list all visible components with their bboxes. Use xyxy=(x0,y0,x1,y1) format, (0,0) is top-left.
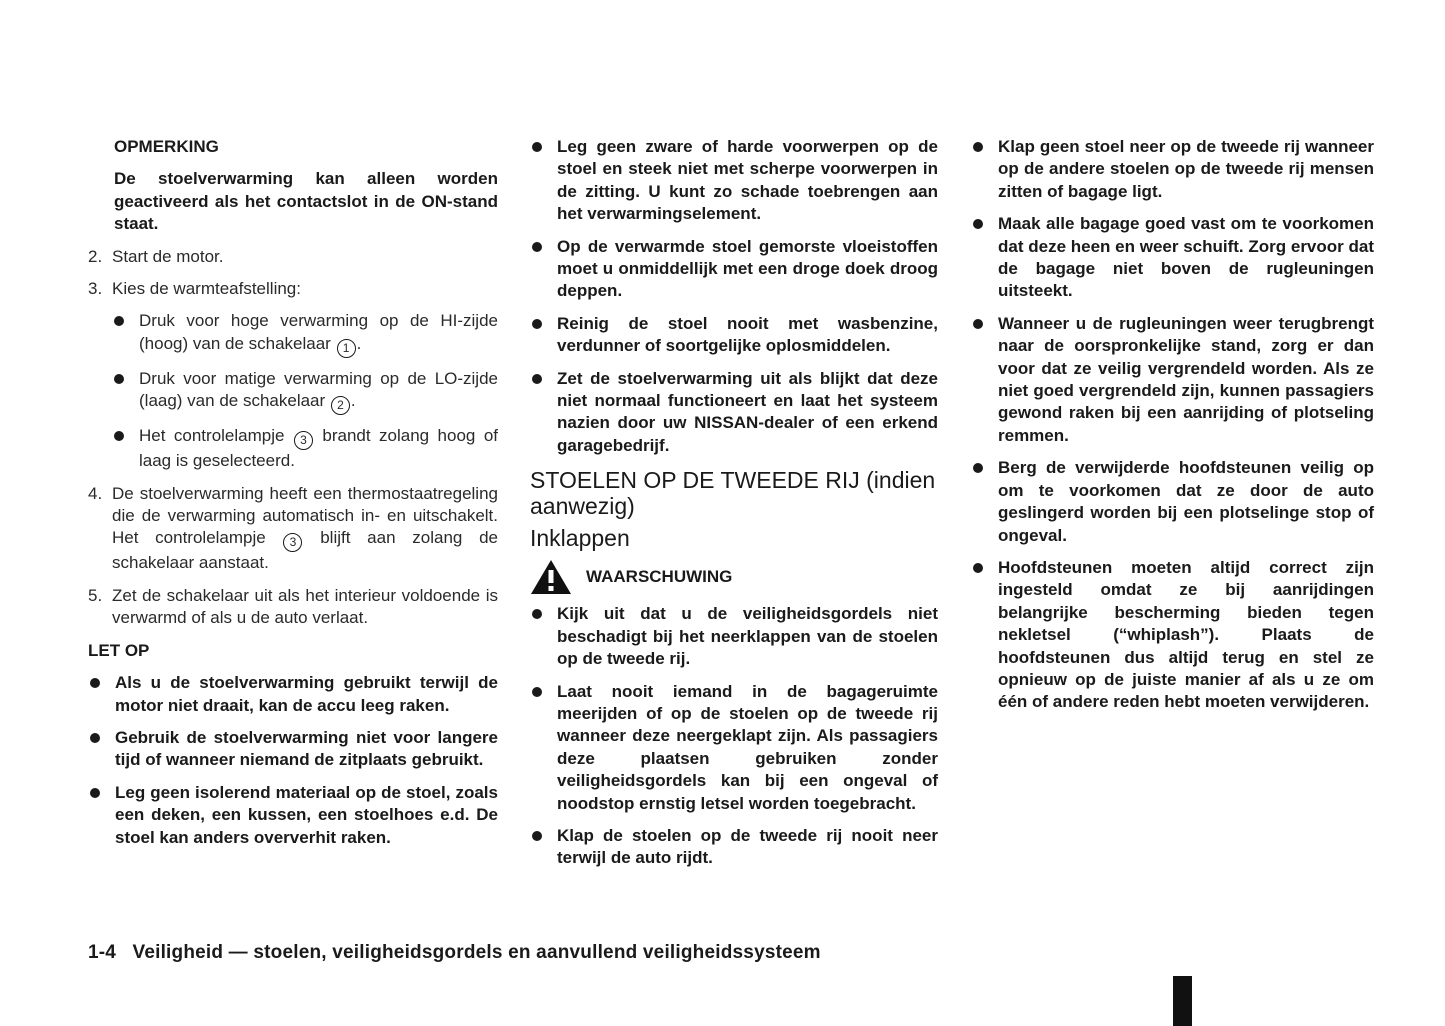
circled-number-icon: 1 xyxy=(337,339,356,358)
caution-text: Zet de stoelverwarming uit als blijkt dat deze niet normaal functioneert en laat het systeem nazien door uw NISSAN-dealer of een erkend garagebedrijf. xyxy=(557,368,938,455)
warning-text: Berg de verwijderde hoofdsteunen veilig op om te voorkomen dat ze door de auto geslingerd worden bij een plotselinge stop of ongeval. xyxy=(998,458,1374,545)
bullet-icon xyxy=(973,563,983,573)
caution-text: Reinig de stoel nooit met wasbenzine, verdunner of soortgelijke oplosmiddelen. xyxy=(557,313,938,356)
left-column xyxy=(88,136,498,859)
bullet-icon xyxy=(114,374,124,384)
bullet-icon xyxy=(532,374,542,384)
warning-text: Kijk uit dat u de veiligheidsgordels niet beschadigt bij het neerklappen van de stoelen op de tweede rij. xyxy=(557,604,938,669)
middle-column xyxy=(530,136,938,880)
caution-title: LET OP xyxy=(88,640,150,660)
bullet-icon xyxy=(973,463,983,473)
step-text: Start de motor. xyxy=(112,246,224,266)
step-number: 5. xyxy=(88,585,103,605)
subsection-title: Inklappen xyxy=(530,525,630,552)
circled-number-icon: 3 xyxy=(283,533,302,552)
step-number: 2. xyxy=(88,246,103,266)
warning-item xyxy=(530,825,938,870)
circled-number-icon: 3 xyxy=(294,431,313,450)
warning-item xyxy=(971,136,1374,203)
bullet-icon xyxy=(532,319,542,329)
caution-item xyxy=(530,236,938,303)
note-text: De stoelverwarming kan alleen worden geactiveerd als het contactslot in de ON-stand staat. xyxy=(114,169,498,234)
warning-triangle-icon xyxy=(530,559,572,595)
caution-text: Leg geen isolerend materiaal op de stoel, zoals een deken, een kussen, een stoelhoes e.d. De stoel kan anders oververhit raken. xyxy=(115,782,498,847)
warning-text: Hoofdsteunen moeten altijd correct zijn ingesteld omdat ze bij aanrijdingen belangrijke bescherming bieden tegen nekletsel (“whiplash”). Plaats de hoofdsteunen dus altijd terug en stel ze opnieuw op de juiste manier af als u ze om één of andere reden hebt moeten verwijderen. xyxy=(998,557,1374,712)
warning-text: Maak alle bagage goed vast om te voorkomen dat deze heen en weer schuift. Zorg ervoor dat de bagage niet boven de rugleuningen uitsteekt. xyxy=(998,214,1374,301)
chapter-tab-marker xyxy=(1173,976,1192,1026)
bullet-icon xyxy=(90,678,100,688)
step-number: 4. xyxy=(88,483,103,503)
step-3-bullet-lo xyxy=(112,368,498,415)
warning-text: Wanneer u de rugleuningen weer terugbrengt naar de oorspronkelijke stand, zorg er dan voor dat ze veilig vergrendeld worden. Als ze niet goed vergrendeld zijn, kunnen passagiers gewond raken bij een aanrijding of plotseling remmen. xyxy=(998,313,1374,445)
warning-item xyxy=(971,457,1374,547)
bullet-icon xyxy=(532,242,542,252)
step-text: Kies de warmteafstelling: xyxy=(112,279,301,299)
caution-text: Op de verwarmde stoel gemorste vloeistoffen moet u onmiddellijk met een droge doek droog deppen. xyxy=(557,236,938,301)
bullet-icon xyxy=(532,687,542,697)
warning-header xyxy=(530,559,938,595)
caution-text: Leg geen zware of harde voorwerpen op de stoel en steek niet met scherpe voorwerpen in de zitting. U kunt zo schade toebrengen aan het verwarmingselement. xyxy=(557,137,938,224)
right-column xyxy=(971,136,1374,724)
step-3-bullet-hi xyxy=(112,310,498,357)
bullet-text-end: brandt zolang hoog of laag is geselecteerd. xyxy=(139,426,498,471)
step-5 xyxy=(88,585,498,630)
warning-item xyxy=(530,681,938,815)
warning-text: Klap geen stoel neer op de tweede rij wanneer op de andere stoelen op de tweede rij mensen zitten of bagage ligt. xyxy=(998,137,1374,201)
step-3-bullet-indicator xyxy=(112,425,498,472)
caution-text: Als u de stoelverwarming gebruikt terwijl de motor niet draait, kan de accu leeg raken. xyxy=(115,673,498,715)
warning-text: Laat nooit iemand in de bagageruimte meerijden of op de stoelen op de tweede rij wanneer deze neergeklapt zijn. Als passagiers deze plaatsen gebruiken zonder veiligheidsgordels kan bij een ongeval of noodstop ernstig letsel worden toegebracht. xyxy=(557,681,938,813)
step-2 xyxy=(88,246,498,268)
bullet-icon xyxy=(973,319,983,329)
step-text: Zet de schakelaar uit als het interieur voldoende is verwarmd of als u de auto verlaat. xyxy=(112,585,498,628)
page-number: 1-4 xyxy=(88,942,117,963)
section-title: STOELEN OP DE TWEEDE RIJ (indien aanwezig) xyxy=(530,467,936,520)
page-footer xyxy=(88,942,821,964)
bullet-icon xyxy=(973,142,983,152)
chapter-title: Veiligheid — stoelen, veiligheidsgordels en aanvullend veiligheidssysteem xyxy=(132,942,821,963)
warning-item xyxy=(971,557,1374,714)
warning-text: Klap de stoelen op de tweede rij nooit neer terwijl de auto rijdt. xyxy=(557,825,938,868)
caution-item xyxy=(530,313,938,358)
step-text: De stoelverwarming heeft een thermostaatregeling die de verwarming automatisch in- en uitschakelt. Het controlelampje xyxy=(112,483,498,548)
warning-item xyxy=(971,213,1374,303)
bullet-icon xyxy=(532,142,542,152)
step-3 xyxy=(88,278,498,300)
bullet-text: Druk voor hoge verwarming op de HI-zijde (hoog) van de schakelaar xyxy=(139,311,498,353)
caution-item xyxy=(88,727,498,772)
step-4 xyxy=(88,483,498,575)
warning-title: WAARSCHUWING xyxy=(586,567,733,587)
bullet-icon xyxy=(90,733,100,743)
step-number: 3. xyxy=(88,279,103,299)
warning-item xyxy=(530,603,938,670)
caution-text: Gebruik de stoelverwarming niet voor langere tijd of wanneer niemand de zitplaats gebruikt. xyxy=(115,727,498,770)
bullet-text: Het controlelampje xyxy=(139,426,285,446)
bullet-icon xyxy=(90,788,100,798)
bullet-icon xyxy=(114,431,124,441)
circled-number-icon: 2 xyxy=(331,396,350,415)
step-text-end: blijft aan zolang de schakelaar aanstaat. xyxy=(112,528,498,573)
note-title: OPMERKING xyxy=(114,137,219,156)
caution-item xyxy=(88,782,498,849)
warning-item xyxy=(971,313,1374,447)
bullet-text-end: . xyxy=(350,391,356,411)
bullet-icon xyxy=(973,219,983,229)
bullet-text: Druk voor matige verwarming op de LO-zijde (laag) van de schakelaar xyxy=(139,368,498,411)
caution-item xyxy=(88,672,498,717)
bullet-icon xyxy=(114,316,124,326)
caution-item xyxy=(530,136,938,226)
caution-item xyxy=(530,368,938,458)
bullet-icon xyxy=(532,609,542,619)
bullet-text-end: . xyxy=(356,333,362,353)
bullet-icon xyxy=(532,831,542,841)
